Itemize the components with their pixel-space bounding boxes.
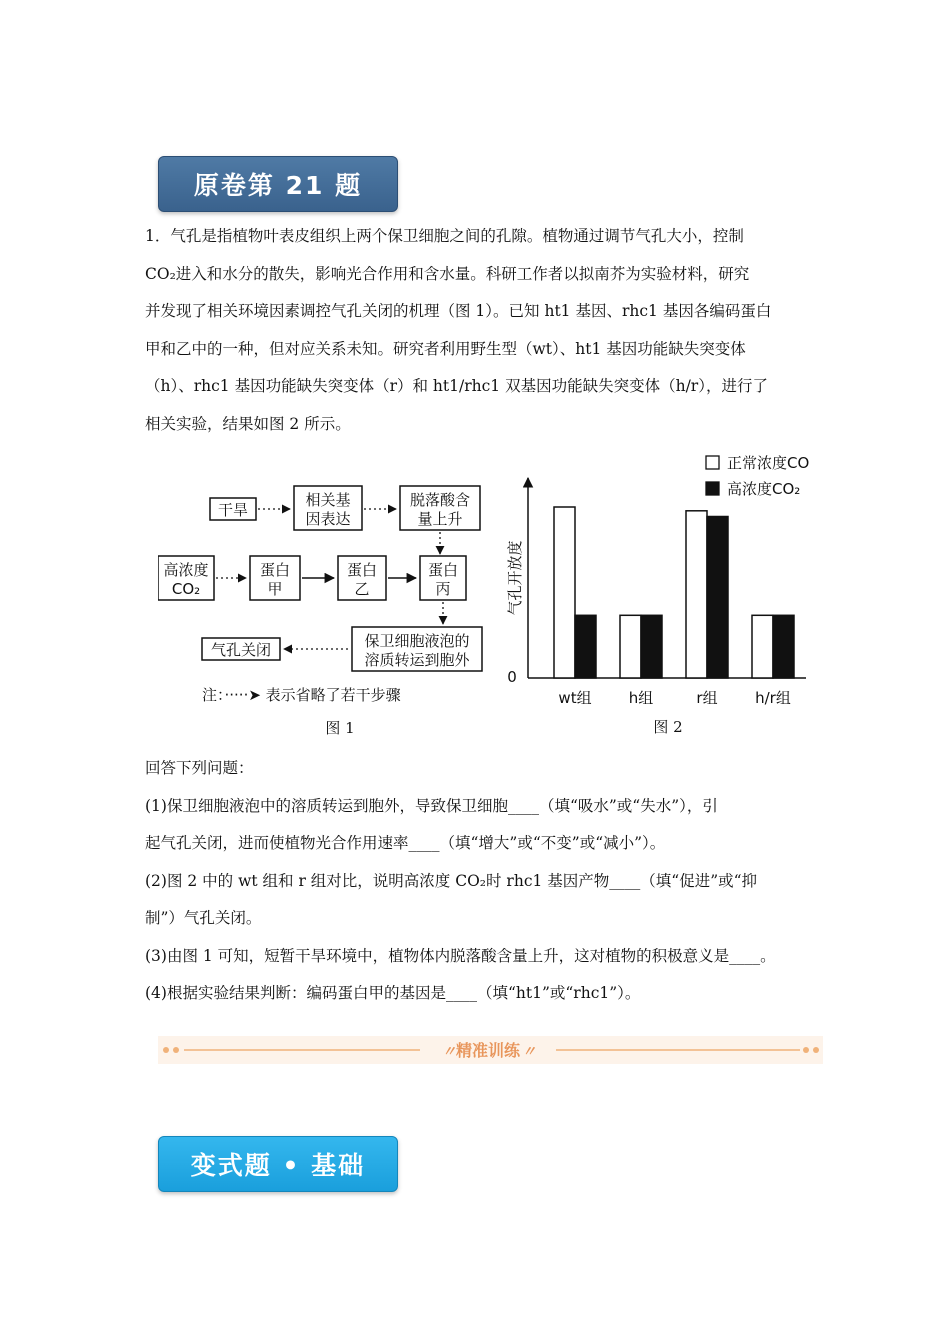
question-line: CO₂进入和水分的散失，影响光合作用和含水量。科研工作者以拟南芥为实验材料，研究 (145, 264, 750, 283)
bar-high-co2 (641, 615, 662, 678)
bar-high-co2 (707, 517, 728, 679)
label-gene-expression-2: 因表达 (305, 510, 351, 528)
subquestion-1-line: (1)保卫细胞液泡中的溶质转运到胞外，导致保卫细胞____（填“吸水”或“失水”），引 (145, 796, 718, 815)
label-protein-c-1: 蛋白 (427, 561, 459, 579)
quote-mark-icon: 〃 (522, 1044, 536, 1060)
legend-label-high: 高浓度CO₂ (727, 480, 801, 498)
subquestion-2-line: 制”）气孔关闭。 (145, 909, 262, 927)
question-line: 甲和乙中的一种，但对应关系未知。研究者利用野生型（wt）、ht1 基因功能缺失突变体 (145, 339, 746, 358)
section-banner-original-question (158, 156, 398, 212)
label-aba-1: 脱落酸含 (409, 491, 471, 509)
x-tick-label: h组 (628, 689, 654, 707)
bar-normal-co2 (554, 507, 575, 678)
x-tick-label: wt组 (558, 689, 592, 707)
label-drought: 干旱 (217, 501, 249, 519)
label-high-co2-2: CO₂ (171, 580, 201, 598)
label-protein-b-2: 乙 (354, 580, 370, 598)
question-text (145, 218, 825, 443)
legend-swatch-normal (706, 456, 719, 469)
legend-swatch-high (706, 482, 719, 495)
label-protein-b-1: 蛋白 (346, 561, 378, 579)
figure2-caption: 图 2 (653, 718, 683, 736)
subquestion-3-line: (3)由图 1 可知，短暂干旱环境中，植物体内脱落酸含量上升，这对植物的积极意义是____。 (145, 946, 776, 965)
banner-label: 原卷第 21 题 (193, 171, 363, 200)
figure-panel (158, 448, 823, 740)
label-high-co2-1: 高浓度 (163, 561, 209, 579)
label-guard-cell-2: 溶质转运到胞外 (364, 651, 470, 669)
label-protein-a-2: 甲 (267, 580, 283, 598)
section-separator (158, 1034, 823, 1068)
label-gene-expression-1: 相关基 (305, 491, 351, 509)
label-protein-a-1: 蛋白 (259, 561, 291, 579)
separator-label: 精准训练 (455, 1041, 521, 1060)
figure1-caption: 图 1 (325, 719, 355, 737)
subquestion-2-line: (2)图 2 中的 wt 组和 r 组对比，说明高浓度 CO₂时 rhc1 基因产物____（填“促进”或“抑 (145, 871, 758, 890)
question-line: （h）、rhc1 基因功能缺失突变体（r）和 ht1/rhc1 双基因功能缺失突变体（h/r），进行了 (145, 377, 768, 395)
figure1-note: 注：·····➤ 表示省略了若干步骤 (202, 686, 401, 704)
dot-icon (163, 1047, 169, 1053)
section-banner-variant-basic (158, 1136, 398, 1192)
banner-label: 变式题 • 基础 (190, 1151, 366, 1180)
label-protein-c-2: 丙 (435, 580, 451, 598)
question-line: 并发现了相关环境因素调控气孔关闭的机理（图 1）。已知 ht1 基因、rhc1 基因各编码蛋白 (145, 302, 772, 320)
answers-block (145, 750, 825, 1013)
subquestion-1-line: 起气孔关闭，进而使植物光合作用速率____（填“增大”或“不变”或“减小”）。 (145, 834, 666, 852)
prompt-line: 回答下列问题： (145, 759, 254, 777)
x-tick-label: r组 (696, 689, 718, 707)
dot-icon (803, 1047, 809, 1053)
bar-normal-co2 (752, 615, 773, 678)
label-stomata-close: 气孔关闭 (210, 641, 272, 659)
question-line: 1．气孔是指植物叶表皮组织上两个保卫细胞之间的孔隙。植物通过调节气孔大小，控制 (145, 227, 744, 245)
quote-mark-icon: 〃 (442, 1044, 456, 1060)
subquestion-4-line: (4)根据实验结果判断：编码蛋白甲的基因是____（填“ht1”或“rhc1”）。 (145, 984, 641, 1002)
y-zero-label: 0 (507, 668, 517, 686)
bar-high-co2 (575, 615, 596, 678)
bar-normal-co2 (620, 615, 641, 678)
legend-label-normal: 正常浓度CO (727, 454, 810, 472)
figure2-chart (506, 454, 809, 736)
figure1-diagram (158, 486, 482, 737)
y-axis-label: 气孔开放度 (506, 540, 524, 616)
question-line: 相关实验，结果如图 2 所示。 (145, 414, 351, 433)
label-aba-2: 量上升 (417, 510, 463, 528)
dot-icon (173, 1047, 179, 1053)
bar-normal-co2 (686, 511, 707, 678)
x-tick-label: h/r组 (755, 689, 791, 707)
dot-icon (813, 1047, 819, 1053)
bar-high-co2 (773, 615, 794, 678)
label-guard-cell-1: 保卫细胞液泡的 (364, 632, 470, 650)
